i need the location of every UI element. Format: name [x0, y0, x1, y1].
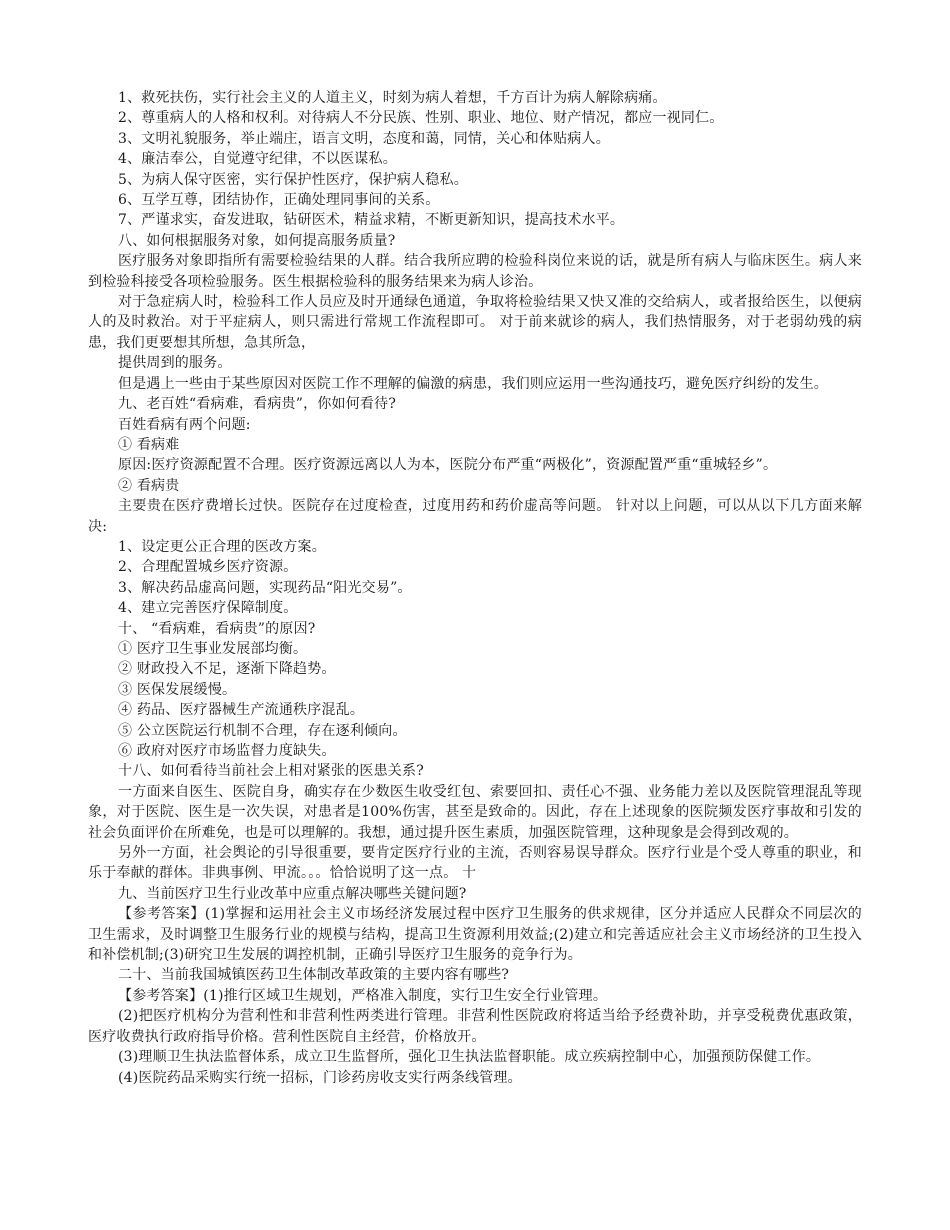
- paragraph: 但是遇上一些由于某些原因对医院工作不理解的偏激的病患，我们则应运用一些沟通技巧，避免医疗纠纷的发生。: [118, 375, 828, 392]
- paragraph: 【参考答案】(1)掌握和运用社会主义市场经济发展过程中医疗卫生服务的供求规律，区分并适应人民群众不同层次的卫生需求，及时调整卫生服务行业的规模与结构，提高卫生资源利用效益;(2)建立和完善适应社会主义市场经济的卫生投入和补偿机制;(3)研究卫生发展的调控机制，正确引导医疗卫生服务的竞争行为。: [88, 906, 862, 964]
- paragraph: 百姓看病有两个问题:: [118, 416, 251, 433]
- list-item: ① 看病难: [118, 436, 180, 453]
- section-heading: 九、老百姓“看病难，看病贵”，你如何看待?: [118, 396, 397, 413]
- list-item: ⑥ 政府对医疗市场监督力度缺失。: [118, 743, 336, 759]
- section-heading: 八、如何根据服务对象，如何提高服务质量?: [118, 232, 396, 249]
- list-item: 4、建立完善医疗保障制度。: [118, 600, 298, 617]
- list-item: 7、严谨求实，奋发进取，钻研医术，精益求精，不断更新知识，提高技术水平。: [118, 212, 625, 229]
- section-heading: 十八、如何看待当前社会上相对紧张的医患关系?: [118, 763, 424, 780]
- list-item: 2、尊重病人的人格和权利。对待病人不分民族、性别、职业、地位、财产情况，都应一视同仁。: [118, 110, 724, 127]
- list-item: 6、互学互尊，团结协作，正确处理同事间的关系。: [118, 192, 440, 209]
- list-item: ⑤ 公立医院运行机制不合理，存在逐利倾向。: [118, 722, 407, 739]
- list-item: 1、设定更公正合理的医改方案。: [118, 538, 326, 555]
- document-body: [88, 88, 862, 1088]
- section-heading: 十、 “看病难，看病贵”的原因?: [118, 620, 316, 637]
- list-item: ② 财政投入不足，逐渐下降趋势。: [118, 661, 336, 678]
- paragraph: 对于急症病人时，检验科工作人员应及时开通绿色通道，争取将检验结果又快又准的交给病人，或者报给医生，以便病人的及时救治。对于平症病人，则只需进行常规工作流程即可。 对于前来就诊的病人，我们热情服务，对于老弱幼残的病患，我们更要想其所想，急其所急，: [88, 294, 862, 351]
- list-item: ④ 药品、医疗器械生产流通秩序混乱。: [118, 702, 365, 719]
- list-item: ③ 医保发展缓慢。: [118, 681, 237, 698]
- paragraph: 提供周到的服务。: [118, 355, 232, 372]
- section-heading: 二十、当前我国城镇医药卫生体制改革政策的主要内容有哪些?: [118, 967, 510, 984]
- list-item: 5、为病人保守医密，实行保护性医疗，保护病人稳私。: [118, 171, 468, 188]
- list-item: 4、廉洁奉公，自觉遵守纪律，不以医谋私。: [118, 151, 397, 168]
- paragraph: (2)把医疗机构分为营利性和非营利性两类进行管理。非营利性医院政府将适当给予经费补助，并享受税费优惠政策，医疗收费执行政府指导价格。营利性医院自主经营，价格放开。: [88, 1008, 862, 1045]
- list-item: ① 医疗卫生事业发展部均衡。: [118, 640, 308, 657]
- list-item: 1、救死扶伤，实行社会主义的人道主义，时刻为病人着想，千方百计为病人解除病痛。: [118, 90, 667, 106]
- paragraph: 【参考答案】(1)推行区域卫生规划，严格准入制度，实行卫生安全行业管理。: [118, 987, 608, 1004]
- paragraph: 医疗服务对象即指所有需要检验结果的人群。结合我所应聘的检验科岗位来说的话，就是所有病人与临床医生。病人来到检验科接受各项检验服务。医生根据检验科的服务结果来为病人诊治。: [88, 253, 862, 290]
- paragraph: (4)医院药品采购实行统一招标，门诊药房收支实行两条线管理。: [118, 1069, 522, 1086]
- paragraph: (3)理顺卫生执法监督体系，成立卫生监督所，强化卫生执法监督职能。成立疾病控制中心，加强预防保健工作。: [118, 1049, 821, 1066]
- paragraph: 原因:医疗资源配置不合理。医疗资源远离以人为本，医院分布严重“两极化”，资源配置严重“重城轻乡”。: [118, 457, 778, 474]
- paragraph: 主要贵在医疗费增长过快。医院存在过度检查，过度用药和药价虚高等问题。 针对以上问题，可以从以下几方面来解决:: [88, 498, 862, 535]
- paragraph: 一方面来自医生、医院自身，确实存在少数医生收受红包、索要回扣、责任心不强、业务能力差以及医院管理混乱等现象，对于医院、医生是一次失误，对患者是100%伤害，甚至是致命的。因此，存在上述现象的医院频发医疗事故和引发的社会负面评价在所难免，也是可以理解的。我想，通过提升医生素质，加强医院管理，这种现象是会得到改观的。: [88, 783, 862, 841]
- list-item: 3、解决药品虚高问题，实现药品“阳光交易”。: [118, 579, 412, 596]
- list-item: ② 看病贵: [118, 477, 180, 494]
- list-item: 3、文明礼貌服务，举止端庄，语言文明，态度和蔼，同情，关心和体贴病人。: [118, 130, 610, 147]
- section-heading: 九、当前医疗卫生行业改革中应重点解决哪些关键问题?: [118, 885, 467, 902]
- paragraph: 另外一方面，社会舆论的引导很重要，要肯定医疗行业的主流，否则容易误导群众。医疗行业是个受人尊重的职业，和乐于奉献的群体。非典事例、甲流。。。恰恰说明了这一点。 十: [88, 845, 862, 882]
- list-item: 2、合理配置城乡医疗资源。: [118, 559, 298, 576]
